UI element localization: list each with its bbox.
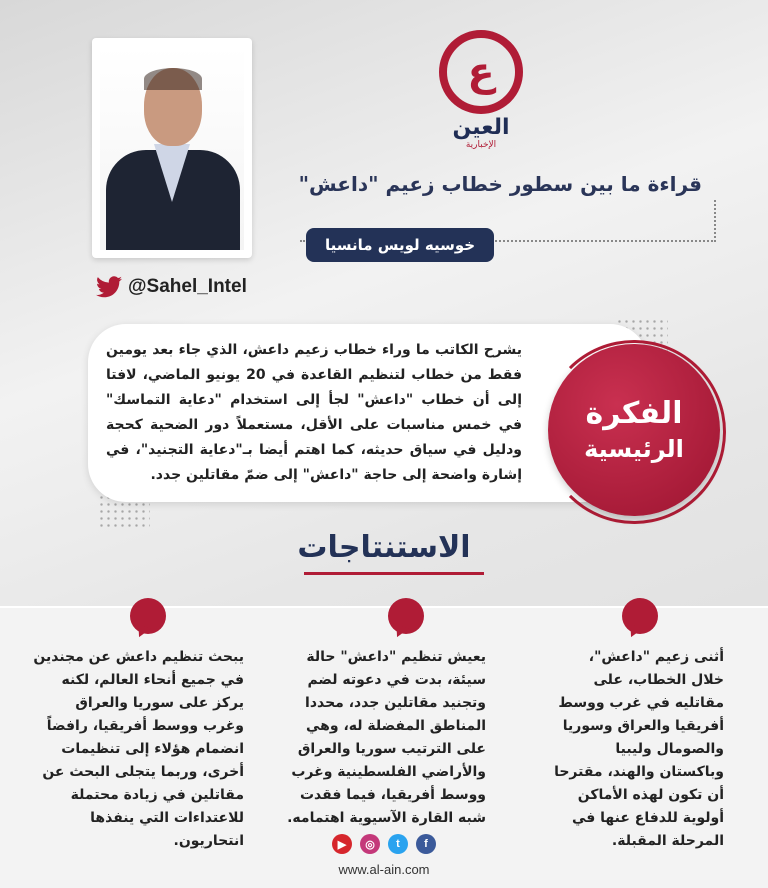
- author-photo-frame: [92, 38, 252, 258]
- main-idea-label-2: الرئيسية: [584, 435, 684, 463]
- twitter-handle-row[interactable]: [96, 276, 247, 298]
- social-icons: [0, 834, 768, 854]
- author-photo: [100, 46, 244, 250]
- conclusions-title: الاستنتاجات: [297, 530, 471, 565]
- speech-bubble-icon: [130, 598, 166, 634]
- conclusion-item-1: أثنى زعيم "داعش"، خلال الخطاب، على مقاتليه في غرب ووسط أفريقيا والعراق وسوريا والصومال وليبيا وباكستان والهند، مقترحا أن تكون لهذه الأماكن أولوية للدفاع عنها في المرحلة المقبلة.: [554, 649, 724, 849]
- main-idea-text: يشرح الكاتب ما وراء خطاب زعيم داعش، الذي جاء بعد يومين فقط من خطاب لتنظيم القاعدة في 20 يونيو الماضي، لافتا إلى أن خطاب "داعش" لجأ إلى استخدام "دعاية التماسك" في خمس مناسبات على الأقل، مستعملاً دور الضحية كحجة ودليل في سياق حديثه، كما اهتم أيضا بـ"دعاية التجنيد"، في إشارة واضحة إلى حاجة "داعش" إلى ضمّ مقاتلين جدد.: [106, 342, 522, 483]
- site-url[interactable]: www.al-ain.com: [338, 862, 430, 877]
- twitter-icon: [96, 276, 122, 298]
- article-title: قراءة ما بين سطور خطاب زعيم "داعش": [298, 172, 702, 196]
- instagram-icon[interactable]: ◎: [360, 834, 380, 854]
- twitter-handle: @Sahel_Intel: [128, 276, 247, 297]
- main-idea-label-1: الفكرة: [585, 396, 683, 431]
- al-ain-logo: [436, 30, 526, 150]
- logo-name: العين: [452, 115, 510, 140]
- logo-ring: ع: [439, 30, 523, 114]
- conclusions-underline: [304, 572, 484, 575]
- speech-bubble-icon: [388, 598, 424, 634]
- author-name: خوسيه لويس مانسيا: [306, 228, 494, 262]
- speech-bubble-icon: [622, 598, 658, 634]
- youtube-icon[interactable]: ▶: [332, 834, 352, 854]
- logo-subtitle: الإخبارية: [465, 140, 497, 150]
- author-hair: [144, 68, 202, 90]
- twitter-icon[interactable]: t: [388, 834, 408, 854]
- main-idea-badge: [548, 344, 720, 516]
- facebook-icon[interactable]: f: [416, 834, 436, 854]
- conclusion-item-3: يبحث تنظيم داعش عن مجندين في جميع أنحاء العالم، لكنه يركز على سوريا والعراق وغرب ووسط أفريقيا، رافضاً انضمام هؤلاء إلى تنظيمات أخرى، وربما يتجلى البحث عن مقاتلين في زيادة محتملة للاعتداءات التي ينفذها انتحاريون.: [33, 649, 244, 849]
- conclusion-item-2: يعيش تنظيم "داعش" حالة سيئة، بدت في دعوته لضم وتجنيد مقاتلين جدد، محددا المناطق المفضلة له، وهي على الترتيب سوريا والعراق والأراضي الفلسطينية وغرب ووسط أفريقيا، فيما فقدت شبه القارة الآسيوية اهتمامه.: [287, 649, 486, 826]
